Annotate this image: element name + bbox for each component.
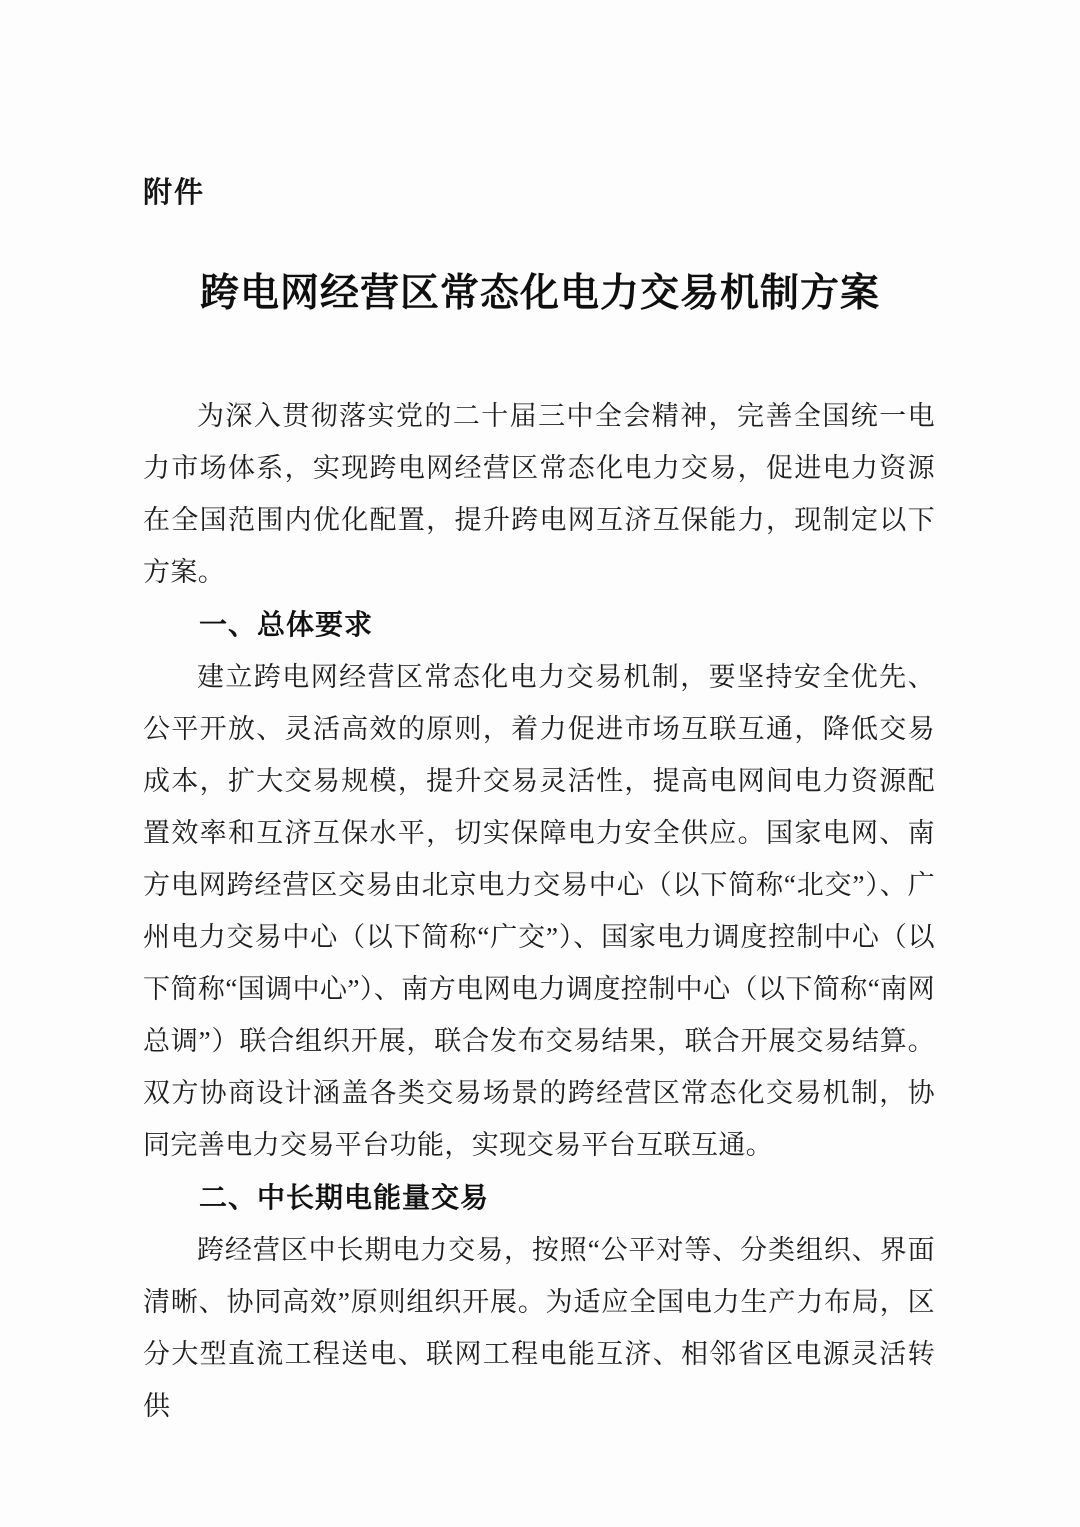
intro-paragraph: 为深入贯彻落实党的二十届三中全会精神，完善全国统一电力市场体系，实现跨电网经营区常态化电力交易，促进电力资源在全国范围内优化配置，提升跨电网互济互保能力，现制定以下方案。	[143, 401, 935, 587]
section-1-paragraph: 建立跨电网经营区常态化电力交易机制，要坚持安全优先、公平开放、灵活高效的原则，着力促进市场互联互通，降低交易成本，扩大交易规模，提升交易灵活性，提高电网间电力资源配置效率和互济互保水平，切实保障电力安全供应。国家电网、南方电网跨经营区交易由北京电力交易中心（以下简称“北交”）、广州电力交易中心（以下简称“广交”）、国家电力调度控制中心（以下简称“国调中心”）、南方电网电力调度控制中心（以下简称“南网总调”）联合组织开展，联合发布交易结果，联合开展交易结算。双方协商设计涵盖各类交易场景的跨经营区常态化交易机制，协同完善电力交易平台功能，实现交易平台互联互通。	[143, 662, 935, 1160]
section-heading-medium-long-term-trading: 二、中长期电能量交易	[199, 1182, 490, 1213]
document-title: 跨电网经营区常态化电力交易机制方案	[199, 272, 880, 315]
section-heading-general-requirements: 一、总体要求	[199, 609, 374, 640]
section-2-paragraph: 跨经营区中长期电力交易，按照“公平对等、分类组织、界面清晰、协同高效”原则组织开展。为适应全国电力生产力布局，区分大型直流工程送电、联网工程电能互济、相邻省区电源灵活转供	[143, 1235, 935, 1421]
attachment-label: 附件	[143, 177, 206, 209]
document-body	[143, 390, 935, 1432]
